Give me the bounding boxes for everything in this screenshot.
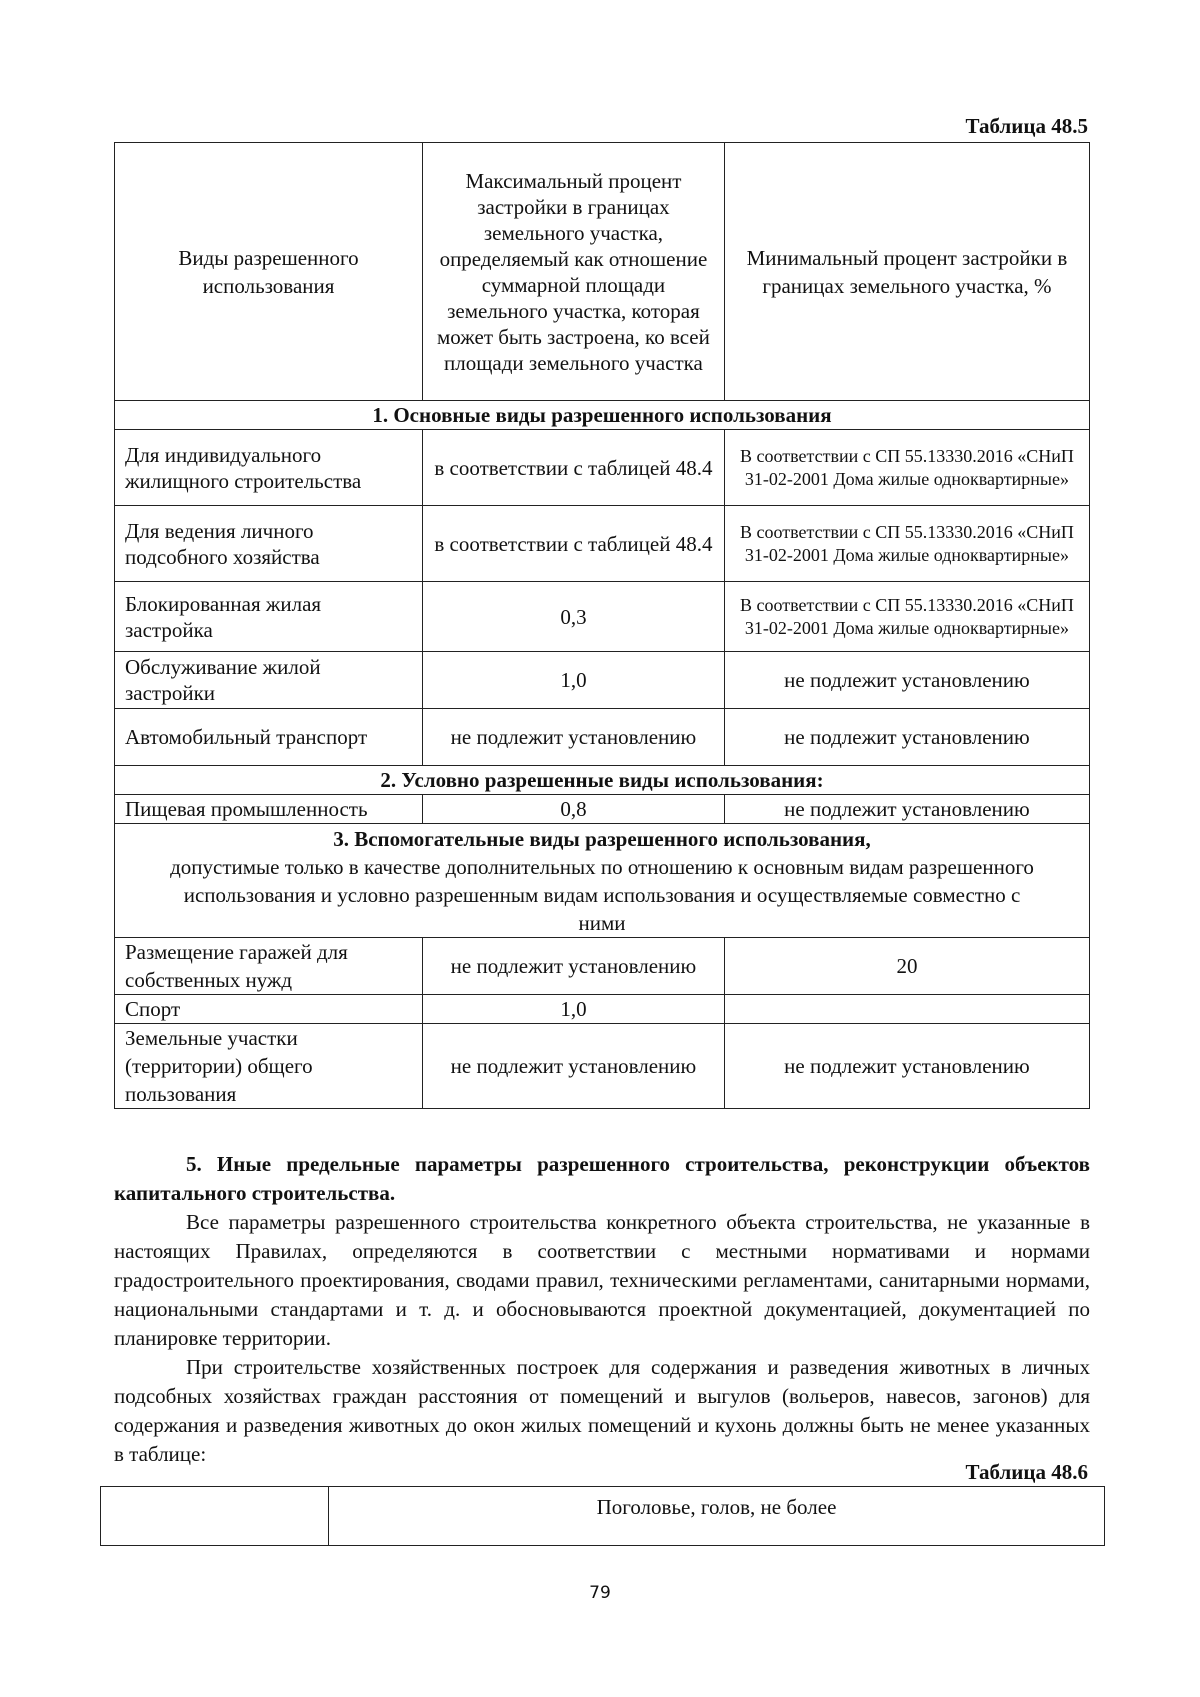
cell-min — [724, 995, 1089, 1024]
cell-min: не подлежит установлению — [724, 709, 1089, 766]
cell-max: не подлежит установлению — [423, 709, 725, 766]
table-row — [115, 506, 1090, 582]
table-row — [115, 582, 1090, 652]
section-3-title-cell — [115, 824, 1090, 938]
cell-max: 0,3 — [423, 582, 725, 652]
table-row — [115, 1024, 1090, 1109]
cell-min: 20 — [724, 938, 1089, 995]
cell-max: 1,0 — [423, 995, 725, 1024]
cell-type: Для индивидуального жилищного строительства — [115, 430, 423, 506]
cell-type: Пищевая промышленность — [115, 795, 423, 824]
table-row — [115, 795, 1090, 824]
cell-min: не подлежит установлению — [724, 795, 1089, 824]
table-48-6-header-col2: Поголовье, голов, не более — [329, 1487, 1105, 1546]
cell-max: не подлежит установлению — [423, 938, 725, 995]
table-48-6-caption: Таблица 48.6 — [965, 1460, 1088, 1484]
section-1-title: 1. Основные виды разрешенного использования — [115, 401, 1090, 430]
cell-min: не подлежит установлению — [724, 1024, 1089, 1109]
cell-type: Спорт — [115, 995, 423, 1024]
cell-type: Размещение гаражей для собственных нужд — [115, 938, 423, 995]
cell-min: не подлежит установлению — [724, 652, 1089, 709]
cell-max: 0,8 — [423, 795, 725, 824]
cell-type: Земельные участки (территории) общего пользования — [115, 1024, 423, 1109]
section-3-subtitle: допустимые только в качестве дополнительных по отношению к основным видам разрешенного использования и условно разрешенным видам использования и осуществляемые совместно с ними — [170, 854, 1034, 935]
section-3-title: 3. Вспомогательные виды разрешенного использования, — [333, 826, 871, 851]
section-5-heading: 5. Иные предельные параметры разрешенного строительства, реконструкции объектов капитального строительства. — [114, 1152, 1090, 1205]
header-cell-type: Виды разрешенного использования — [115, 143, 423, 401]
table-48-6-header-col1 — [101, 1487, 329, 1546]
cell-max: 1,0 — [423, 652, 725, 709]
cell-min: В соответствии с СП 55.13330.2016 «СНиП 31-02-2001 Дома жилые одноквартирные» — [724, 430, 1089, 506]
table-48-5 — [114, 142, 1090, 1109]
cell-type: Блокированная жилая застройка — [115, 582, 423, 652]
table-row — [115, 938, 1090, 995]
cell-type: Автомобильный транспорт — [115, 709, 423, 766]
table-row — [115, 652, 1090, 709]
header-cell-max: Максимальный процент застройки в границах земельного участка, определяемый как отношение суммарной площади земельного участка, которая может быть застроена, ко всей площади земельного участка — [423, 143, 725, 401]
table-48-6 — [100, 1486, 1105, 1546]
header-cell-min: Минимальный процент застройки в границах земельного участка, % — [724, 143, 1089, 401]
cell-type: Обслуживание жилой застройки — [115, 652, 423, 709]
table-48-5-caption: Таблица 48.5 — [965, 114, 1088, 138]
cell-max: в соответствии с таблицей 48.4 — [423, 506, 725, 582]
cell-min: В соответствии с СП 55.13330.2016 «СНиП 31-02-2001 Дома жилые одноквартирные» — [724, 582, 1089, 652]
table-row — [115, 430, 1090, 506]
cell-type: Для ведения личного подсобного хозяйства — [115, 506, 423, 582]
cell-max: в соответствии с таблицей 48.4 — [423, 430, 725, 506]
section-5-paragraph-1: Все параметры разрешенного строительства конкретного объекта строительства, не указанные в настоящих Правилах, определяются в соответствии с местными нормативами и нормами градостроительного проектирования, сводами правил, техническими регламентами, санитарными нормами, национальными стандартами и т. д. и обосновываются проектной документацией, документацией по планировке территории. — [114, 1210, 1090, 1350]
cell-min: В соответствии с СП 55.13330.2016 «СНиП 31-02-2001 Дома жилые одноквартирные» — [724, 506, 1089, 582]
page-number: 79 — [589, 1583, 611, 1603]
table-row — [115, 709, 1090, 766]
cell-max: не подлежит установлению — [423, 1024, 725, 1109]
section-2-title: 2. Условно разрешенные виды использования: — [115, 766, 1090, 795]
section-5 — [114, 1150, 1090, 1469]
table-row — [115, 995, 1090, 1024]
section-5-paragraph-2: При строительстве хозяйственных построек для содержания и разведения животных в личных подсобных хозяйствах граждан расстояния от помещений и выгулов (вольеров, навесов, загонов) для содержания и разведения животных до окон жилых помещений и кухонь должны быть не менее указанных в таблице: — [114, 1355, 1090, 1466]
